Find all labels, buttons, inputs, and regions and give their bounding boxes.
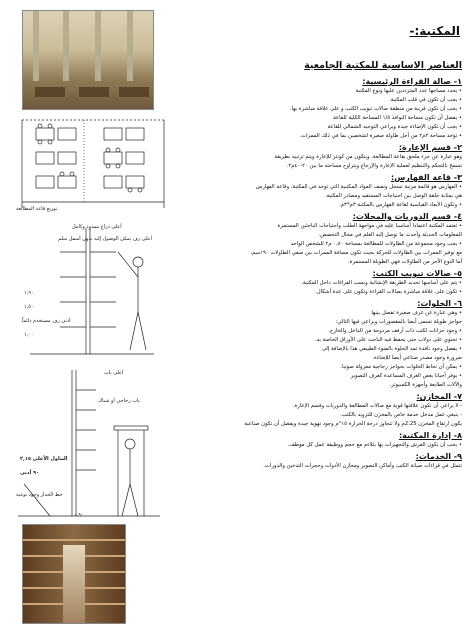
section-line: • يجب أن تكون الإضاءة جيدة ويراعي التوجيه الشمالي للقاعة [327,124,462,130]
section-line: • تكون على علاقة مباشرة بصالات القراءة وتكون على عدة أشكال. [315,289,462,295]
section [144,212,462,267]
section-line: حواجز طويلة تسمى أيضا بالمقصورات ويراعي فيها التالي: [335,319,462,325]
height-label-2: ١,٥٠ [24,304,34,310]
library-stacks-photo [22,524,126,624]
section-line: - ينبغي عمل مدخل خدمة خاص بالمخزن للتزويد بالكتب. [340,412,462,418]
section-line: هي بمثابة حلقة الوصل بين احتياجات المستفيد ومصادر المكتبة. [325,193,462,199]
section-line: • يجب أن تكون في قلب المكتبة. [389,97,462,103]
sections-list [144,77,462,471]
section-line: • يجب أن يكون الفرش والتجهيزات بها بتلاءم مع حجم ووظيفة عمل كل موظف. [287,442,462,448]
section-line: • وتكون الأبعاد القياسية لقاعة الفهارس بالمكتبة ٣م*٣م. [339,202,462,208]
section-line: • تحتوي على دولاب حتى يحفظ فيه الباحث على الأوراق الخاصة به. [315,337,462,343]
section [144,431,462,450]
carrel-section-drawing [14,366,164,522]
section-line: وهو عبارة عن جزء ملحق بقاعة المطالعة، ويتكون من كونتر للإعارة ويتم ترتيبه بطريقة [274,154,462,160]
section-line: • يوفر أحيانا بعض الغرف المساعدة كغرف التصوير [350,373,462,379]
page-title: المكتبة:- [409,24,460,38]
section-line: • تؤخذ مساحة ٢م٢ من أجل طاولة صغيرة لشخصين بما في ذلك الممرات. [299,133,462,139]
section [144,452,462,471]
section [144,173,462,210]
section-line: • يجب وجود مجموعة من الطاولات للمطالعة بمساحة ٠,٨٠ م٢ للشخص الواحد [290,241,462,247]
main-heading: العناصر الاساسية للمكتبة الجامعية [304,60,462,71]
section-line: - لا يراعي أن تكون علاقتها قوية مع صالات المطالعة والدوريات وقسم الإعارة. [292,403,462,409]
height-label-1: ١,٩٠ [24,290,34,296]
section-line: • وجود حزانات لكتب ذات أرفف مزدوجة من الداخل والخارج. [328,328,462,334]
section-line: • يحدد مساحها عدد المترددين عليها ونوع المكتبة [355,88,462,94]
section-line: يكون ارتفاع المخزن 2.25م ولا تتجاوز درجة الحرارة ١٥°م وجود تهوية جيدة ويفضل أن تكون صناعية [244,421,462,427]
section-line: • الفهارس هو قائمة مرتبة تسجل وتصف المواد المكتبية التي توجد في المكتبة، وقاعة الفهارس [255,184,462,190]
section-title: ١- صالة القراءة الرئيسية: [362,77,462,86]
section-line: • يجب أن تكون قريبة من منطقة صالات تبويب الكتب و على علاقة مباشرة بها. [289,106,462,112]
plan-caption: توزيع قاعة المطالعة [16,206,58,212]
section-title: ٧- المخازن: [416,392,462,401]
shelf-low-label: أدنى رف مستخدم دائماً [22,318,71,324]
section-line: • وهي عبارة عن غرف صغيرة تفصل بينها [371,310,462,316]
shelf-mid-label: أعلى رف يمكن الوصول إليه بدون أسفل سلم [58,236,152,242]
wall-note-label: خط الجدار وجود نوعية [16,492,63,498]
section-line: للمعلومات الحديثة وأحدث ما توصل إليه العلم في مجال التخصص. [318,232,462,238]
section-line: • يفضل وجود نافذة تمد الخلوة بالضوء الطبيعي هذا بالإضافة إلى [321,346,462,352]
section-title: ٥- صالات تبويب الكتب: [372,269,462,278]
tall-reach-label: التناول الأعلى ٢,١٥ [20,456,68,462]
section-line: • يفضل أن تكون مساحة النوافذ ١/٥ المساحة الكلية للقاعة [333,115,462,121]
section [144,299,462,390]
section-line: • يمكن أن تحاط الخلوات بحواجز زجاجية معزولة صوتيا. [340,364,462,370]
shelf-top-label: أعلى ذراع ممدود وكامل [72,224,122,230]
section [144,392,462,429]
library-hall-photo [22,10,154,110]
section-title: ٢- قسم الإعارة: [398,143,462,152]
height-label-3: ١,٠٠ [24,332,34,338]
section-line: تسمح بالتحكم والتنظيم لعملية الإعارة والإرجاع ويتراوح مساحته ما بين ٢٠-٤٠م٢. [286,163,462,169]
section-title: ٨- إدارة المكتبة: [398,431,462,440]
section-title: ٦- الخلوات: [417,299,462,308]
section-line: • يتم على أساسها تحديد الطريقة الإنشائية ونسب الفراغات داخل المكتبة. [301,280,462,286]
height-label-4: ٠,٩٠ [74,512,84,518]
low-reach-label: ٩٠ أدنى [20,470,40,476]
section-line: والآلات الطابعة وأجهزة الكمبيوتر. [389,382,462,388]
section-title: ٣- قاعة الفهارس: [391,173,462,182]
section [144,77,462,141]
section-line: • تعتمد المكتبة اعتمادا أساسيا عليه في مواجهة الطلب واحتياجات الباحثين المستمرة [277,223,462,229]
ledge-label: أعلى باب [104,370,124,376]
section-line: مع توفير الممرات بين الطاولات للحركة بحيث تكون مسافة الممرات بين صفي الطاولات ١٩٠سم، [250,250,462,256]
section [144,143,462,171]
section [144,269,462,297]
section-line: ضرورة وجود مصدر صناعي أيضا للإضاءة. [372,355,462,361]
section-title: ٩- الخدمات: [415,452,462,461]
section-line: تتمثل في قراءات صيانة الكتب وأماكن التصوير ومخازن الأدوات وحجرات التدخين والدورات. [263,463,462,469]
section-title: ٤- قسم الدوريات والمجلات: [352,212,462,221]
glass-door-label: باب زجاجي أو شباك [98,398,140,404]
section-line: أما النوع الآخر من الطاولات فهي الطويلة المستمرة. [348,259,462,265]
content-column [144,58,462,471]
shelving-section-drawing [20,222,160,362]
